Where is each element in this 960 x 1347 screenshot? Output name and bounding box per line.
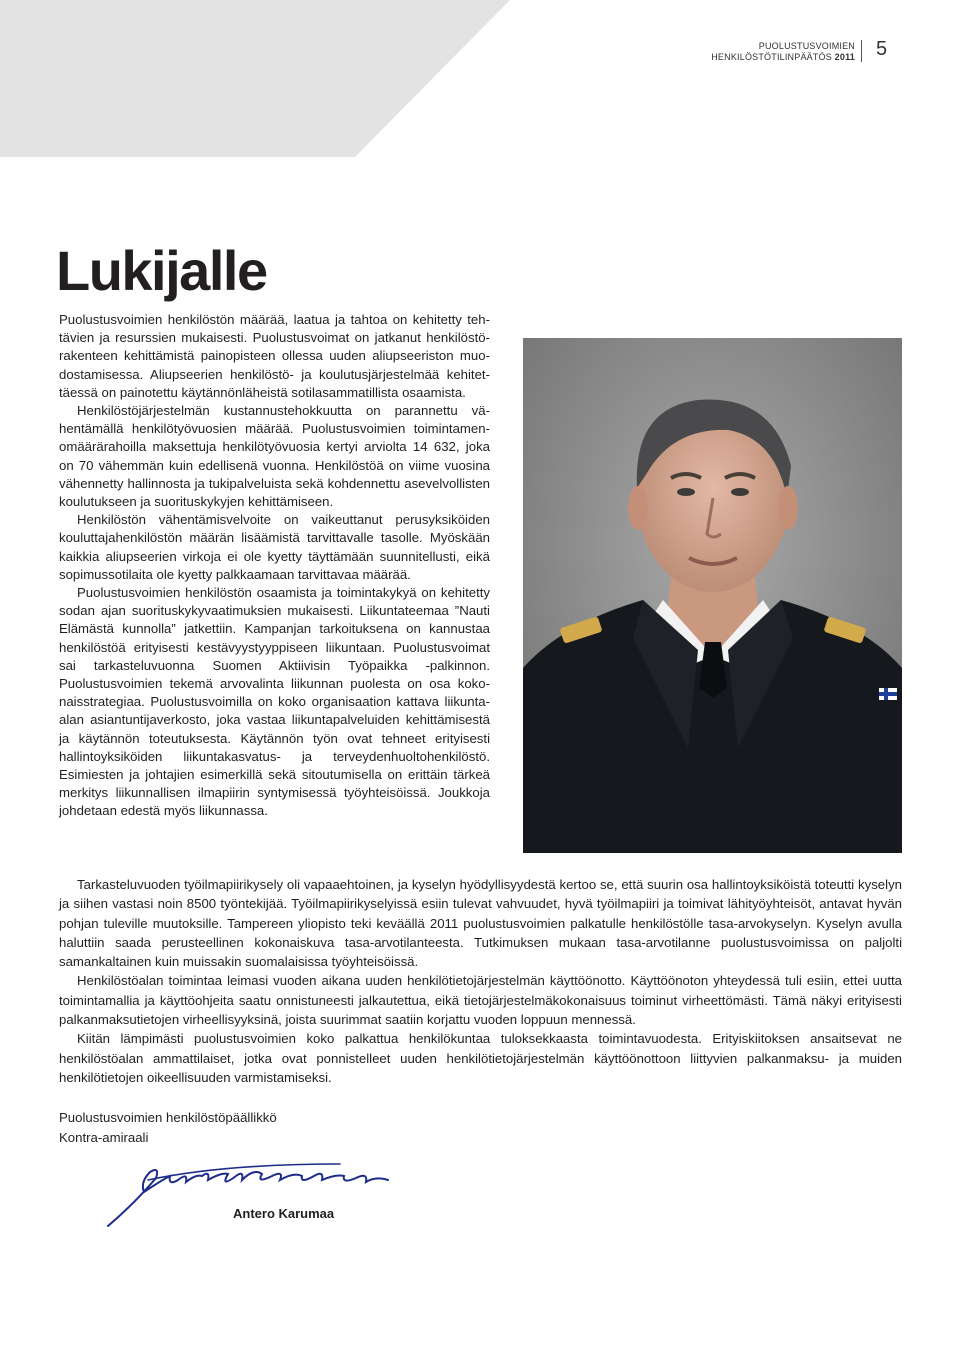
paragraph: Kiitän lämpimästi puolustusvoimien koko palkattua henkilökuntaa tuloksekkaasta toimintavuodesta. Erityiskiitoksen ansaitsevat ne henkilöstöalan ammattilaiset, jotka ovat ponnistelleet uuden henkilötietojärjestelmän käyttöönottoon liittyvien palkanmaksu- ja muiden henkilötietojen oikeellisuuden varmistamiseksi. <box>59 1031 902 1085</box>
paragraph: Henkilöstön vähentämisvelvoite on vaikeuttanut perusyksiköiden kouluttajahenkilöstön määrän lisäämistä tarvittavalle tasolle. Myöskään kaikkia aliupseerien virkoja ei ole kyetty täyttämään suunnitellusti, eikä sopimussotilaita ole kyetty palkkaamaan tarvittavaa määrää. <box>59 512 490 582</box>
paragraph: Puolustusvoimien henkilöstön osaamista ja toimintakykyä on kehitetty sodan ajan suorituskykyvaatimuksien mukaisesti. Liikuntateemaa ”Nauti Elämästä kunnolla” jatkettiin. Kampanjan tarkoituksena on kannustaa henkilöstöä erityisesti kestävyystyyppiseen liikuntaan. Puolustusvoimat sai tarkasteluvuonna Suomen Aktiivisin Työpaikka -palkinnon. Puolustusvoimien tekemä arvovalinta liikunnan puolesta on osa kokonaisstrategiaa. Puolustusvoimilla on koko organisaation kattava liikunta-alan asiantuntijaverkosto, joka vastaa liikuntapalveluiden kehittämisestä ja käytännön toteutuksesta. Käytännön työn ovat tehneet erityisesti hallintoyksiköiden liikuntakasvatus- ja terveydenhuoltohenkilöstö. Esimiesten ja johtajien esimerkillä sekä sitoutumisella on erittäin tärkeä merkitys liikunnallisen ilmapiirin syntymisessä työyhteisöissä. Joukkoja johdetaan edestä myös liikunnassa. <box>59 585 490 819</box>
intro-column <box>59 311 490 821</box>
signer-name: Antero Karumaa <box>233 1206 335 1221</box>
running-header <box>711 41 855 63</box>
page-title: Lukijalle <box>56 239 267 302</box>
header-divider <box>861 40 862 62</box>
main-column <box>59 875 902 1087</box>
paragraph: Henkilöstöalan toimintaa leimasi vuoden aikana uuden henkilötietojärjestelmän käyttöönotto. Käyttöönoton yhteydessä tuli esiin, ettei uutta toimintamallia ja käyttöohjeita saatu onnistuneesti jalkautettua, eikä tietojärjestelmäkokonaisuus toiminut virheettömästi. Tämä näkyi erityisesti palkanmaksutietojen virheellisyyksinä, joista suurimmat saatiin korjattu vuoden loppuun mennessä. <box>59 973 902 1028</box>
page-number: 5 <box>876 38 888 60</box>
paragraph: Tarkasteluvuoden työilmapiirikysely oli vapaaehtoinen, ja kyselyn hyödyllisyydestä kertoo se, että suurin osa hallintoyksiköistä toteutti kyselyn ja siihen vastasi noin 8500 työntekijää. Työilmapiirikyselyissä esiin tulevat vahvuudet, hyvä työilmapiiri ja toimivat lähityöyhteisöt, antavat hyvän pohjan tuleville muutoksille. Tampereen yliopisto teki keväällä 2011 puolustusvoimien palkatulle henkilöstölle tasa-arvokyselyn. Kyselyn avulla haluttiin saada perusteellinen kokonaiskuva tasa-arvotilanteesta. Tutkimuksen mukaan tasa-arvotilanne puolustusvoimissa on paljolti samankaltainen kuin muissakin suomalaisissa työyhteisöissä. <box>59 877 902 970</box>
corner-decoration <box>0 0 960 160</box>
header-org: PUOLUSTUSVOIMIEN <box>758 41 855 51</box>
paragraph: Puolustusvoimien henkilöstön määrää, laatua ja tahtoa on kehitetty tehtävien ja resurssien mukaisesti. Puolustusvoimat on jatkanut henkilöstörakenteen kehittämistä painopisteen ollessa uuden aliupseeriston muodostamisessa. Aliupseerien henkilöstö- ja koulutusjärjestelmää kehitettäessä on painotettu käytännönläheistä sotilasammatillista osaamista. <box>59 312 490 400</box>
paragraph: Henkilöstöjärjestelmän kustannustehokkuutta on parannettu vähentämällä henkilötyövuosien määrää. Puolustusvoimien toimintamenomäärärahoilla maksettuja henkilötyövuosia kertyi arviolta 14 632, joka on 70 vähemmän kuin edellisenä vuonna. Henkilöstöä on viime vuosina vähennetty hallinnosta ja tukipalveluista sekä kohdennettu asevelvollisten koulutukseen ja suorituskykyjen kehittämiseen. <box>59 403 490 510</box>
header-year: 2011 <box>834 52 855 62</box>
signer-role: Puolustusvoimien henkilöstöpäällikkö <box>59 1110 277 1125</box>
header-report: HENKILÖSTÖTILINPÄÄTÖS 2011 <box>711 52 855 62</box>
signer-rank: Kontra-amiraali <box>59 1130 149 1145</box>
signer-block <box>59 1108 277 1148</box>
portrait-photo <box>523 338 902 853</box>
